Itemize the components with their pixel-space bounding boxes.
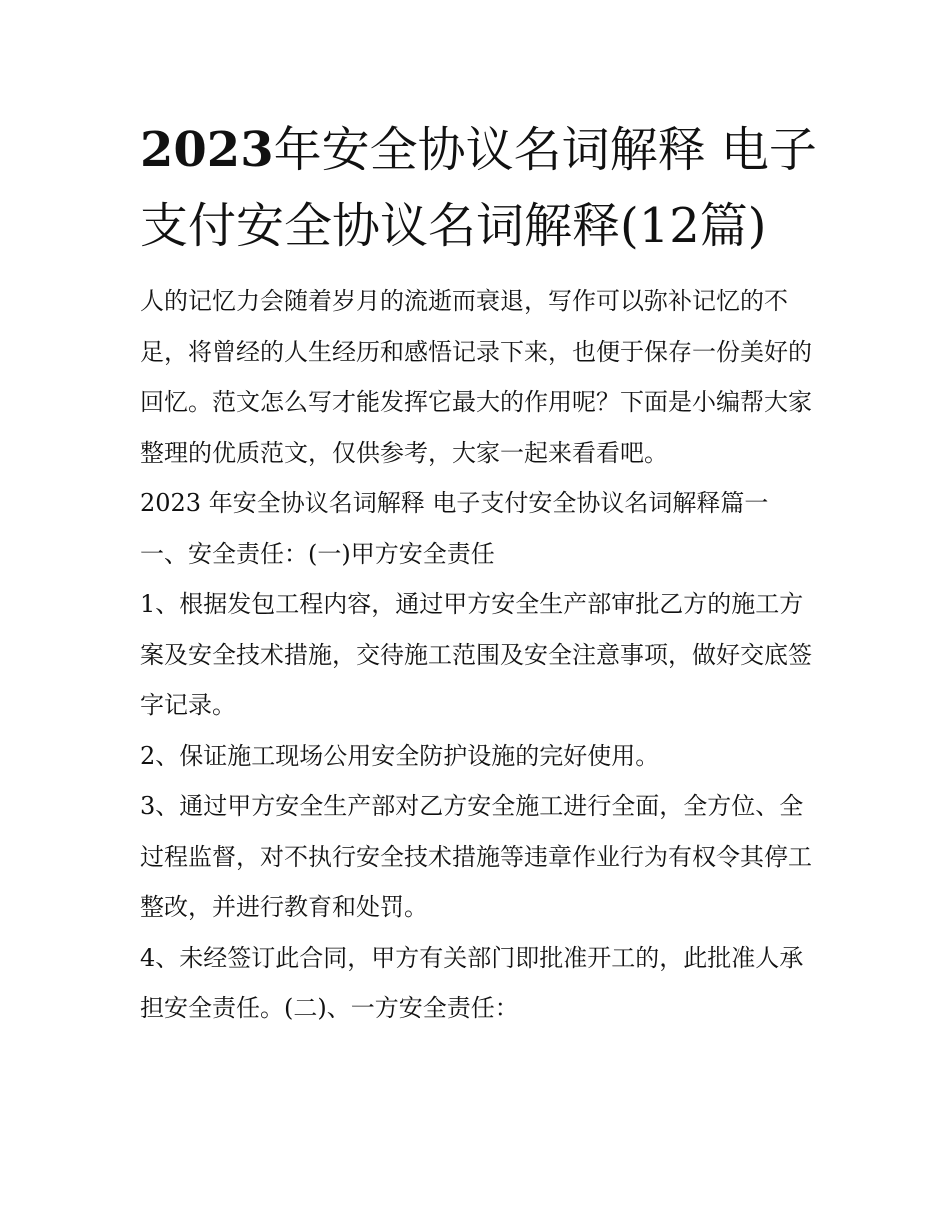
subsection-heading: 一、安全责任：(一)甲方安全责任	[140, 539, 495, 568]
intro-paragraph: 人的记忆力会随着岁月的流逝而衰退，写作可以弥补记忆的不足，将曾经的人生经历和感悟记录下来，也便于保存一份美好的回忆。范文怎么写才能发挥它最大的作用呢？下面是小编帮大家整理的优质范文，仅供参考，大家一起来看看吧。	[140, 287, 812, 467]
clause-1: 1、根据发包工程内容，通过甲方安全生产部审批乙方的施工方案及安全技术措施，交待施工范围及安全注意事项，做好交底签字记录。	[140, 590, 812, 719]
title-year: 2023	[140, 122, 274, 178]
clause-2: 2、保证施工现场公用安全防护设施的完好使用。	[140, 741, 660, 770]
clause-4: 4、未经签订此合同，甲方有关部门即批准开工的，此批准人承担安全责任。(二)、一方安全责任：	[140, 943, 804, 1022]
clause-3: 3、通过甲方安全生产部对乙方安全施工进行全面，全方位、全过程监督，对不执行安全技术措施等违章作业行为有权令其停工整改，并进行教育和处罚。	[140, 792, 812, 921]
document-title	[140, 112, 820, 264]
document-body	[140, 112, 820, 1034]
section-heading: 2023 年安全协议名词解释 电子支付安全协议名词解释篇一	[140, 489, 769, 517]
title-text: 年安全协议名词解释 电子支付安全协议名词解释(12篇)	[140, 122, 817, 254]
